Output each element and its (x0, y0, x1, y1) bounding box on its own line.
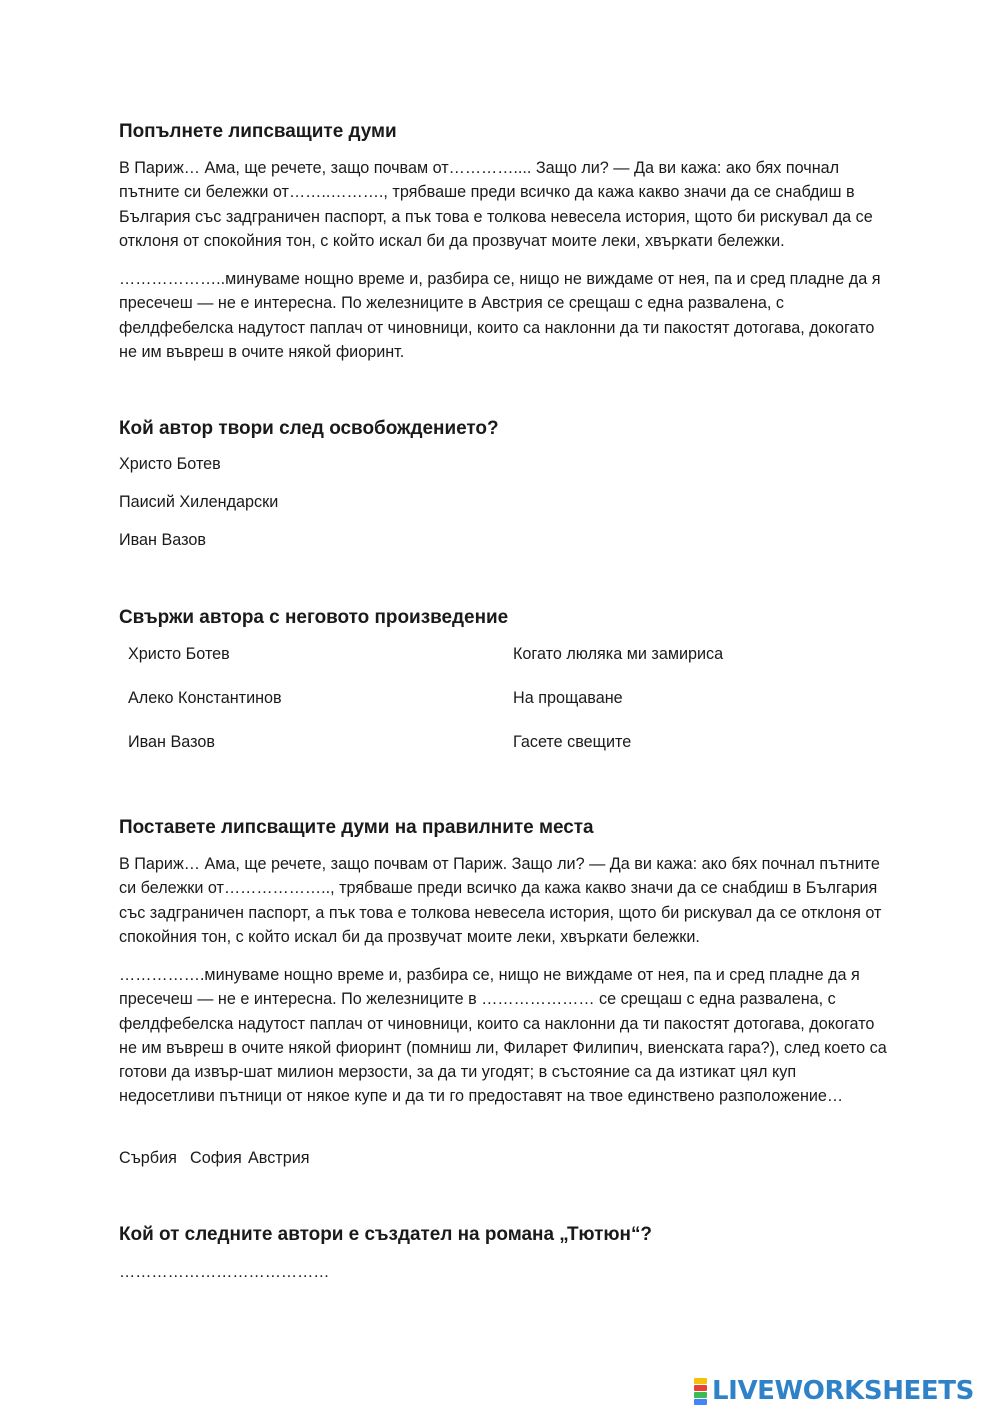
word-bank-2[interactable]: София (190, 1149, 242, 1167)
word-bank-3[interactable]: Австрия (248, 1149, 310, 1167)
fill-in-paragraph-1: В Париж… Ама, ще речете, защо почвам от………….... Защо ли? — Да ви кажа: ако бях почнал пътните си бележки от……..………., трябваше преди всичко да кажа какво значи да се снабдиш в България със задграничен паспорт, а пък това е толкова невесела история, щото би рискувал да се отклоня от спокойния тон, с който искал би да прозвучат моите леки, хвъркати бележки. (119, 159, 873, 250)
place-paragraph-2: …………….минуваме нощно време и, разбира се, нищо не виждаме от нея, па и сред пладне да я пресечеш — не е интересна. По железниците в ………………… се срещаш с една развалена, с фелдфебелска надутост паплач от чиновници, които са наклонни да ти пакостят дотогава, докогато не им въвреш в очите някой фиоринт (помниш ли, Филарет Филипич, виенската гара?), след което са готови да извър-шат милион мерзости, за да ти угодят; в състояние са да изтикат цял куп недосетливи пътници от някое купе и да ти го предоставят на твое единствено разположение… (119, 966, 887, 1106)
open-answer-field[interactable]: ………………………………… (119, 1263, 330, 1281)
section-heading-place: Поставете липсващите думи на правилните места (119, 817, 594, 838)
word-bank-1[interactable]: Сърбия (119, 1149, 177, 1167)
logo-text: LIVEWORKSHEETS (712, 1376, 974, 1406)
logo-mark-icon (694, 1378, 707, 1405)
section-heading-open: Кой от следните автори е създател на романа „Тютюн“? (119, 1224, 652, 1245)
match-author-2[interactable]: Алеко Константинов (128, 689, 282, 707)
place-paragraph-1: В Париж… Ама, ще речете, защо почвам от Париж. Защо ли? — Да ви кажа: ако бях почнал пътните си бележки от……………….., трябваше преди всичко да кажа какво значи да се снабдиш в България със задграничен паспорт, а пък това е толкова невесела история, щото би рискувал да се отклоня от спокойния тон, с който искал би да прозвучат моите леки, хвъркати бележки. (119, 855, 882, 946)
quiz-option-3[interactable]: Иван Вазов (119, 531, 206, 549)
section-heading-quiz: Кой автор твори след освобождението? (119, 418, 499, 439)
section-heading-fill-in: Попълнете липсващите думи (119, 121, 397, 142)
liveworksheets-logo (694, 1373, 974, 1409)
fill-in-paragraph-2: ………………..минуваме нощно време и, разбира се, нищо не виждаме от нея, па и сред пладне да я пресечеш — не е интересна. По железниците в Австрия се срещаш с една развалена, с фелдфебелска надутост паплач от чиновници, които са наклонни да ти пакостят дотогава, докогато не им въвреш в очите някой фиоринт. (119, 270, 881, 361)
match-author-1[interactable]: Христо Ботев (128, 645, 230, 663)
match-work-3[interactable]: Гасете свещите (513, 733, 632, 751)
quiz-option-1[interactable]: Христо Ботев (119, 455, 221, 473)
match-work-1[interactable]: Когато люляка ми замириса (513, 645, 724, 663)
match-work-2[interactable]: На прощаване (513, 689, 623, 707)
match-author-3[interactable]: Иван Вазов (128, 733, 215, 751)
section-heading-match: Свържи автора с неговото произведение (119, 607, 509, 628)
quiz-option-2[interactable]: Паисий Хилендарски (119, 493, 279, 511)
